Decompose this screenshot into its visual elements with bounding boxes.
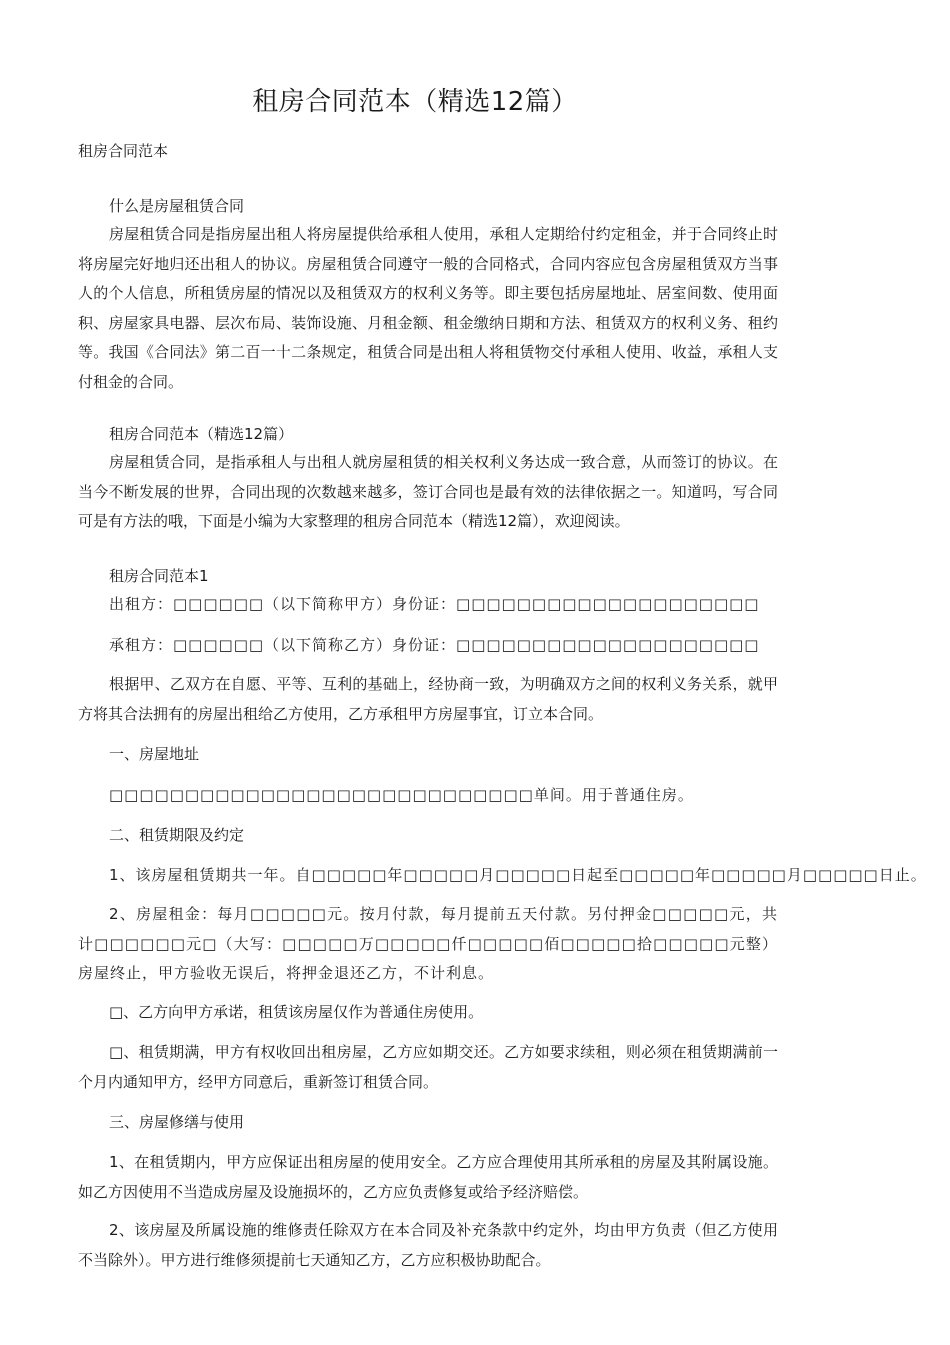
section3-heading: 三、房屋修缮与使用 <box>109 1113 245 1131</box>
section2-heading: 二、租赁期限及约定 <box>109 826 245 844</box>
intro-heading: 什么是房屋租赁合同 <box>109 197 245 215</box>
repair-item-2: 2、该房屋及所属设施的维修责任除双方在本合同及补充条款中约定外，均由甲方负责（但乙方使用不当除外）。甲方进行维修须提前七天通知乙方，乙方应积极协助配合。 <box>78 1221 778 1269</box>
term-item-4: □、租赁期满，甲方有权收回出租房屋，乙方应如期交还。乙方如要求续租，则必须在租赁期满前一个月内通知甲方，经甲方同意后，重新签订租赁合同。 <box>78 1043 778 1091</box>
document-title: 租房合同范本（精选12篇） <box>252 87 578 117</box>
document-subtitle: 租房合同范本 <box>78 142 169 160</box>
term-item-3: □、乙方向甲方承诺，租赁该房屋仅作为普通住房使用。 <box>109 1003 484 1021</box>
intro-paragraph: 房屋租赁合同是指房屋出租人将房屋提供给承租人使用，承租人定期给付约定租金，并于合同终止时将房屋完好地归还出租人的协议。房屋租赁合同遵守一般的合同格式，合同内容应包含房屋租赁双方当事人的个人信息，所租赁房屋的情况以及租赁双方的权利义务等。即主要包括房屋地址、居室间数、使用面积、房屋家具电器、层次布局、装饰设施、月租金额、租金缴纳日期和方法、租赁双方的权利义务、租约等。我国《合同法》第二百一十二条规定，租赁合同是出租人将租赁物交付承租人使用、收益，承租人支付租金的合同。 <box>78 225 778 391</box>
section1-heading: 一、房屋地址 <box>109 745 200 763</box>
collection-paragraph: 房屋租赁合同，是指承租人与出租人就房屋租赁的相关权利义务达成一致合意，从而签订的协议。在当今不断发展的世界，合同出现的次数越来越多，签订合同也是最有效的法律依据之一。知道吗，写合同可是有方法的哦，下面是小编为大家整理的租房合同范本（精选12篇），欢迎阅读。 <box>78 453 778 530</box>
address-line: □□□□□□□□□□□□□□□□□□□□□□□□□□□□单间。用于普通住房。 <box>109 786 694 804</box>
collection-heading: 租房合同范本（精选12篇） <box>109 425 294 443</box>
term-item-1: 1、该房屋租赁期共一年。自□□□□□年□□□□□月□□□□□日起至□□□□□年□□□□□月□□□□□日止。 <box>109 866 927 884</box>
lessor-line: 出租方：□□□□□□（以下简称甲方）身份证：□□□□□□□□□□□□□□□□□□□□ <box>109 595 760 613</box>
preamble-paragraph: 根据甲、乙双方在自愿、平等、互利的基础上，经协商一致，为明确双方之间的权利义务关系，就甲方将其合法拥有的房屋出租给乙方使用，乙方承租甲方房屋事宜，订立本合同。 <box>78 675 778 723</box>
lessee-line: 承租方：□□□□□□（以下简称乙方）身份证：□□□□□□□□□□□□□□□□□□□□ <box>109 636 760 654</box>
term-item-2: 2、房屋租金：每月□□□□□元。按月付款，每月提前五天付款。另付押金□□□□□元，共计□□□□□□元□（大写：□□□□□万□□□□□仟□□□□□佰□□□□□拾□□□□□元整）房屋终止，甲方验收无误后，将押金退还乙方，不计利息。 <box>78 905 778 982</box>
repair-item-1: 1、在租赁期内，甲方应保证出租房屋的使用安全。乙方应合理使用其所承租的房屋及其附属设施。如乙方因使用不当造成房屋及设施损坏的，乙方应负责修复或给予经济赔偿。 <box>78 1153 778 1201</box>
sample1-heading: 租房合同范本1 <box>109 567 209 585</box>
